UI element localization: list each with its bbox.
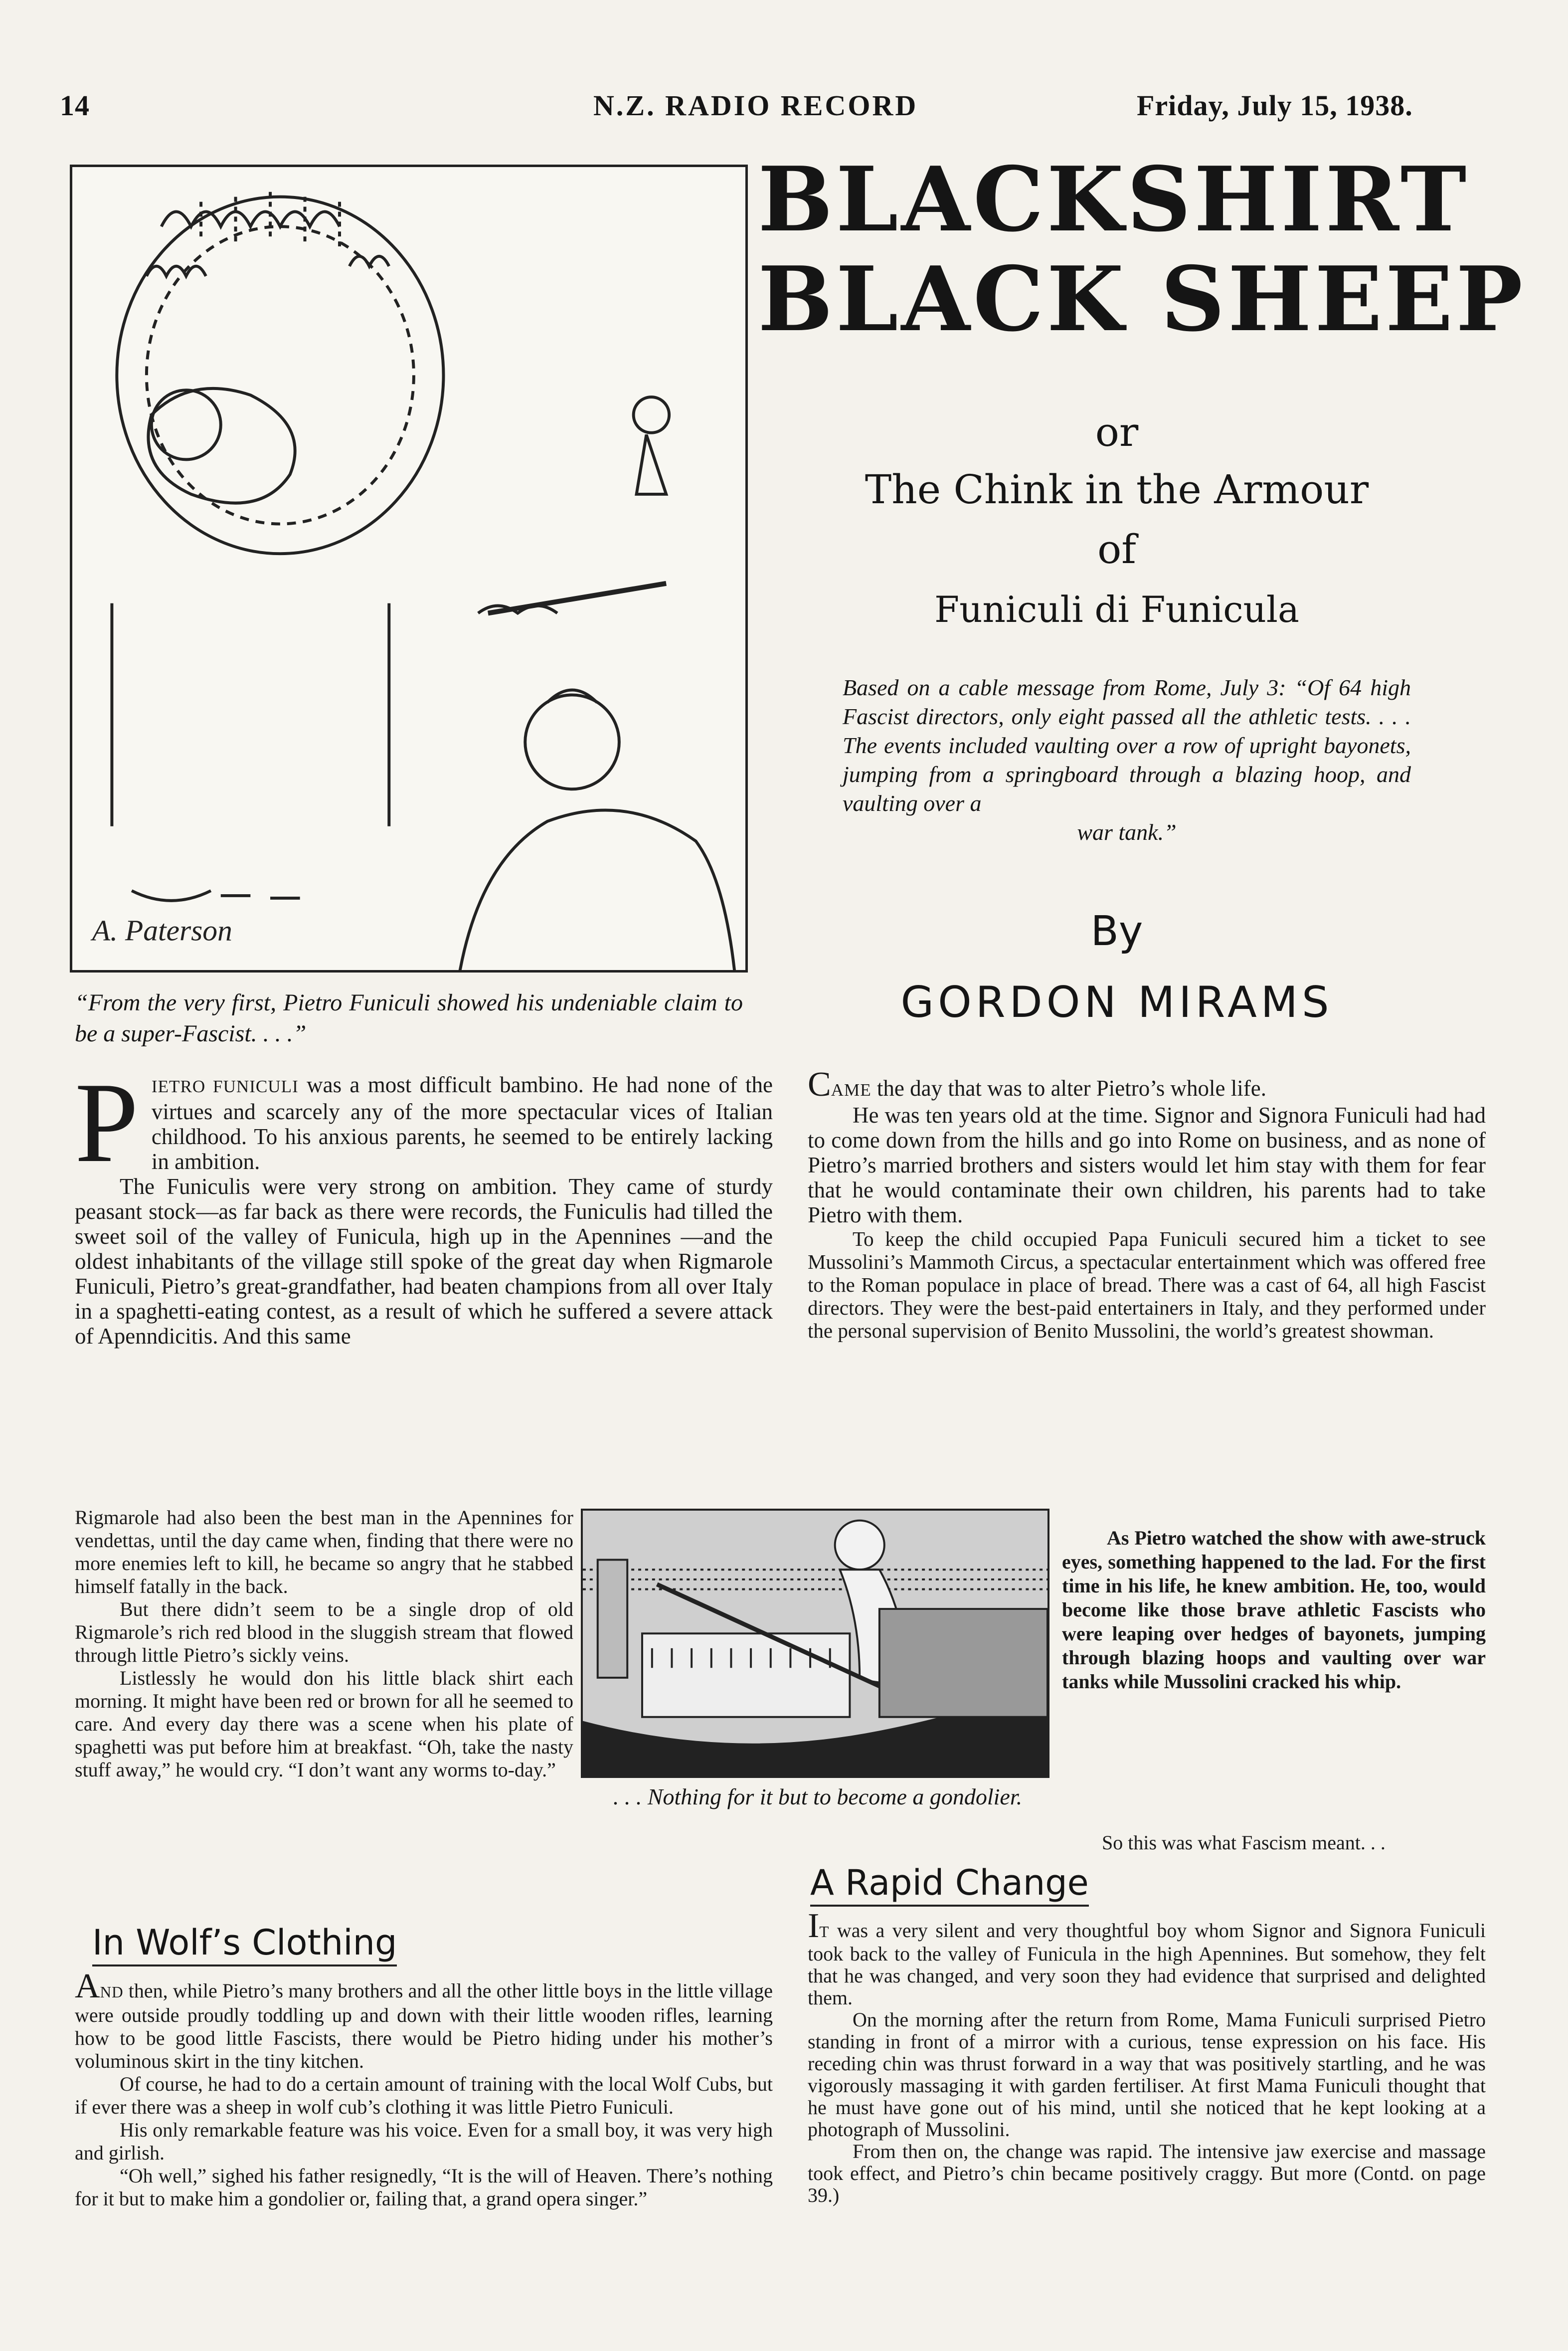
paragraph: He was ten years old at the time. Signor and Signora Funiculi had had to come down from the hills and go into Rome on business, and as none of Pietro’s married brothers and sisters would let him stay with them for fear that he would contaminate their own children, his parents had to take Pietro with them. <box>808 1103 1486 1227</box>
paragraph <box>75 1059 773 1186</box>
paragraph: His only remarkable feature was his voice. Even for a small boy, it was very high and girlish. <box>75 2119 773 2164</box>
paragraph-text: then, while Pietro’s many brothers and all the other little boys in the little village were outside proudly toddling up and down with their little wooden rifles, learning how to be good little Fascists, there would be Pietro hiding under his mother’s voluminous skirt in the tiny kitchen. <box>75 1979 773 2072</box>
intro-quote-text: Based on a cable message from Rome, July 3: “Of 64 high Fascist directors, only eight passed all the athletic tests. . . . The events included vaulting over a row of upright bayonets, jumping from a springboard through a blazing hoop, and vaulting over a <box>843 675 1411 816</box>
paragraph <box>808 1907 1486 2009</box>
cartoon-caption: “From the very first, Pietro Funiculi showed his undeniable claim to be a super-Fascist. . . .” <box>75 989 743 1047</box>
headline <box>758 147 1526 351</box>
column-2-closing <box>1057 1830 1486 1855</box>
paragraph <box>808 1065 1486 1104</box>
page-number: 14 <box>60 89 90 122</box>
paragraph: Of course, he had to do a certain amount of training with the local Wolf Cubs, but if ever there was a sheep in wolf cub’s clothing it was little Pietro Funiculi. <box>75 2073 773 2118</box>
column-2-top <box>808 1065 1486 1342</box>
subtitle-or: or <box>1095 409 1139 455</box>
paragraph-text: the day that was to alter Pietro’s whole life. <box>871 1076 1266 1101</box>
headline-line-2: BLACK SHEEP <box>758 247 1526 351</box>
paragraph: Rigmarole had also been the best man in the Apennines for vendettas, until the day came when, finding that there were no more enemies left to kill, he became so angry that he stabbed himself fatally in the back. <box>75 1506 573 1597</box>
paragraph: The Funiculis were very strong on ambition. They came of sturdy peasant stock—as far back as there were records, the Funiculis had tilled the sweet soil of the valley of Funicula, high up in the Apennines —and the oldest inhabitants of the village still spoke of the great day when Rigmarole Funiculi, Pietro’s great-grandfather, had beaten champions from all over Italy in a spaghetti-eating contest, as a result of which he suffered a severe attack of Apenndicitis. And this same <box>75 1174 773 1349</box>
section-rapid-body <box>808 1907 1486 2206</box>
drop-cap: P <box>75 1059 139 1186</box>
drop-cap: C <box>808 1065 831 1104</box>
headline-line-1: BLACKSHIRT <box>758 147 1470 251</box>
section-heading-rapid: A Rapid Change <box>810 1863 1089 1907</box>
drop-cap: A <box>75 1967 100 2005</box>
paragraph: To keep the child occupied Papa Funiculi secured him a ticket to see Mussolini’s Mammoth Circus, a spectacular entertainment which was offered free to the Roman populace in place of bread. There was a cast of 64, all high Fascist directors. They were the best-paid entertainers in Italy, and they performed under the personal supervision of Benito Mussolini, the world’s greatest showman. <box>808 1227 1486 1342</box>
paragraph: “Oh well,” sighed his father resignedly, “It is the will of Heaven. There’s nothing for it but to make him a gondolier or, failing that, a grand opera singer.” <box>75 2164 773 2210</box>
paragraph: But there didn’t seem to be a single drop of old Rigmarole’s rich red blood in the sluggish stream that flowed through little Pietro’s sickly veins. <box>75 1598 573 1666</box>
lead-caps: T <box>819 1923 830 1941</box>
gondola-drawing <box>583 1511 1047 1776</box>
paragraph-text: was a most difficult bambino. He had none of the virtues and scarcely any of the more spectacular vices of Italian childhood. To his anxious parents, he seemed to be entirely lacking in ambition. <box>151 1072 773 1174</box>
byline-author: GORDON MIRAMS <box>900 978 1333 1027</box>
intro-quote-end: war tank.” <box>1077 819 1177 845</box>
column-2-bold <box>1062 1526 1486 1694</box>
column-1-top <box>75 1059 773 1349</box>
paragraph: On the morning after the return from Rome, Mama Funiculi surprised Pietro standing in front of a mirror with a curious, tense expression on his face. His receding chin was thrust forward in a way that was positively startling, and he was vigorously massaging it with garden fertiliser. At first Mama Funiculi thought that he must have gone out of his mind, until she noticed that he kept looking at a photograph of Mussolini. <box>808 2008 1486 2141</box>
lead-caps: AME <box>831 1080 871 1100</box>
paragraph: From then on, the change was rapid. The intensive jaw exercise and massage took effect, and Pietro’s chin became positively craggy. But more (Contd. on page 39.) <box>808 2140 1486 2206</box>
paragraph: Listlessly he would don his little black shirt each morning. It might have been red or brown for all he seemed to care. And every day there was a scene when his plate of spaghetti was put before him at breakfast. “Oh, take the nasty stuff away,” he would cry. “I don’t want any worms to-day.” <box>75 1667 573 1781</box>
paragraph-text: was a very silent and very thoughtful boy whom Signor and Signora Funiculi took back to the valley of Funicula in the high Apennines. But somehow, they felt that he was changed, and very soon they had evidence that surprised and delighted them. <box>808 1919 1486 2009</box>
gondola-caption: . . . Nothing for it but to become a gondolier. <box>613 1784 1023 1809</box>
subtitle-name: Funiculi di Funicula <box>934 588 1299 630</box>
paragraph: As Pietro watched the show with awe-struck eyes, something happened to the lad. For the first time in his life, he knew ambition. He, too, would become like those brave athletic Fascists who were leaping over hedges of bayonets, jumping through blazing hoops and vaulting over war tanks while Mussolini cracked his whip. <box>1062 1527 1486 1693</box>
gondola-illustration <box>581 1509 1049 1778</box>
paragraph <box>75 1967 773 2073</box>
subtitle: The Chink in the Armour <box>865 466 1369 513</box>
section-wolf-body <box>75 1967 773 2210</box>
byline-by: By <box>1090 908 1143 955</box>
publication-name: N.Z. RADIO RECORD <box>593 89 918 122</box>
subtitle-of: of <box>1097 526 1136 573</box>
cartoon-drawing <box>72 167 745 970</box>
cartoon-illustration <box>70 165 748 973</box>
drop-cap: I <box>808 1907 820 1945</box>
column-1-narrow <box>75 1506 573 1781</box>
cartoon-signature: A. Paterson <box>92 914 232 947</box>
paragraph: So this was what Fascism meant. . . <box>1102 1831 1386 1854</box>
lead-caps: IETRO FUNICULI <box>151 1077 299 1096</box>
lead-caps: ND <box>100 1983 124 2001</box>
intro-quote <box>843 673 1411 847</box>
section-heading-wolf: In Wolf’s Clothing <box>92 1923 397 1966</box>
issue-date: Friday, July 15, 1938. <box>1137 89 1413 122</box>
